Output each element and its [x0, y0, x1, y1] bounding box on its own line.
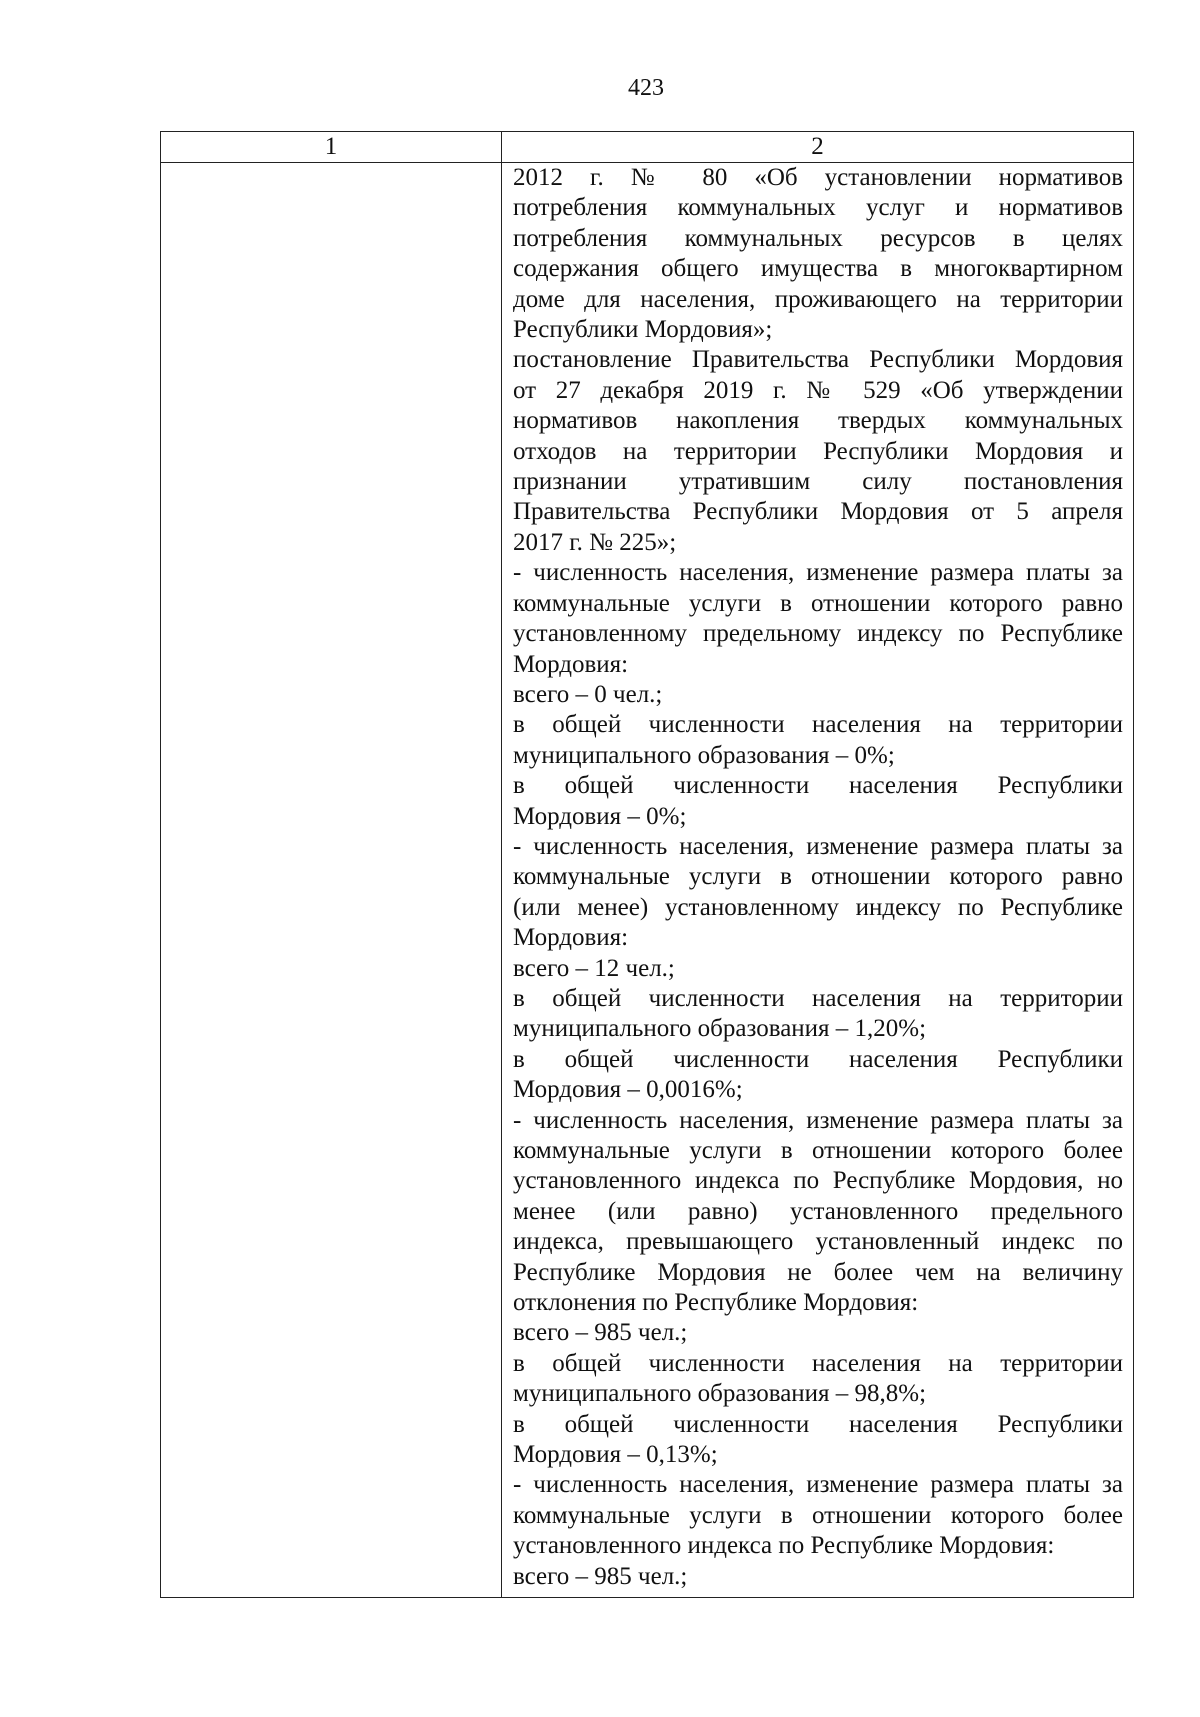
text-line: всего – 0 чел.;: [513, 680, 663, 708]
table-header-row: [161, 132, 1134, 163]
text-line: 2017 г. № 225»;: [513, 528, 677, 556]
text-line: нормативов накопления твердых коммунальных: [513, 407, 1123, 435]
text-line: Республике Мордовия не более чем на величину: [513, 1258, 1123, 1286]
text-line: от 27 декабря 2019 г. № 529 «Об утверждении: [513, 376, 1123, 404]
text-line: Мордовия – 0,0016%;: [513, 1076, 743, 1104]
text-line: (или менее) установленному индексу по Республике: [513, 893, 1123, 921]
text-line: индекса, превышающего установленный индекс по: [513, 1228, 1123, 1256]
text-line: доме для населения, проживающего на территории: [513, 285, 1123, 313]
table-row: [161, 163, 1134, 1598]
text-line: Мордовия:: [513, 924, 629, 952]
text-line: в общей численности населения Республики: [513, 1410, 1123, 1438]
text-line: коммунальные услуги в отношении которого более: [513, 1501, 1123, 1529]
text-line: установленному предельному индексу по Республике: [513, 620, 1123, 648]
text-line: менее (или равно) установленного предельного: [513, 1197, 1123, 1225]
text-line: постановление Правительства Республики Мордовия: [513, 346, 1123, 374]
text-line: всего – 985 чел.;: [513, 1562, 688, 1590]
text-line: - численность населения, изменение размера платы за: [513, 832, 1123, 860]
text-line: - численность населения, изменение размера платы за: [513, 559, 1123, 587]
text-line: Мордовия – 0%;: [513, 802, 687, 830]
text-line: коммунальные услуги в отношении которого более: [513, 1137, 1123, 1164]
column-1-cell: [161, 163, 502, 1598]
column-header-1: 1: [161, 132, 502, 163]
text-line: Мордовия – 0,13%;: [513, 1441, 718, 1469]
column-2-cell: [502, 163, 1134, 1598]
text-line: в общей численности населения Республики: [513, 1045, 1123, 1073]
text-line: муниципального образования – 0%;: [513, 741, 895, 769]
text-line: коммунальные услуги в отношении которого равно: [513, 863, 1123, 891]
text-line: всего – 12 чел.;: [513, 954, 675, 982]
text-line: в общей численности населения на территории: [513, 984, 1123, 1012]
text-line: установленного индекса по Республике Мордовия, но: [513, 1167, 1123, 1195]
text-line: отклонения по Республике Мордовия:: [513, 1289, 919, 1317]
text-line: отходов на территории Республики Мордовия и: [513, 437, 1123, 465]
text-line: установленного индекса по Республике Мордовия:: [513, 1532, 1055, 1560]
text-line: в общей численности населения Республики: [513, 772, 1123, 800]
column-header-2: 2: [502, 132, 1134, 163]
text-line: Правительства Республики Мордовия от 5 апреля: [513, 498, 1123, 526]
document-table: [160, 131, 1134, 1598]
text-line: муниципального образования – 98,8%;: [513, 1380, 927, 1408]
text-line: - численность населения, изменение размера платы за: [513, 1106, 1123, 1134]
text-line: потребления коммунальных ресурсов в целях: [513, 224, 1123, 252]
text-line: признании утратившим силу постановления: [513, 468, 1123, 496]
text-line: всего – 985 чел.;: [513, 1319, 688, 1347]
text-line: Республики Мордовия»;: [513, 316, 773, 344]
text-line: 2012 г. № 80 «Об установлении нормативов: [513, 164, 1123, 191]
text-line: муниципального образования – 1,20%;: [513, 1015, 927, 1043]
text-line: содержания общего имущества в многоквартирном: [513, 255, 1123, 283]
text-line: - численность населения, изменение размера платы за: [513, 1471, 1123, 1499]
text-line: потребления коммунальных услуг и нормативов: [513, 194, 1123, 222]
page-number: 423: [628, 75, 664, 101]
cell-text: [502, 163, 1133, 1592]
text-line: Мордовия:: [513, 650, 629, 678]
text-line: в общей численности населения на территории: [513, 711, 1123, 739]
text-line: коммунальные услуги в отношении которого равно: [513, 589, 1123, 617]
text-line: в общей численности населения на территории: [513, 1349, 1123, 1377]
